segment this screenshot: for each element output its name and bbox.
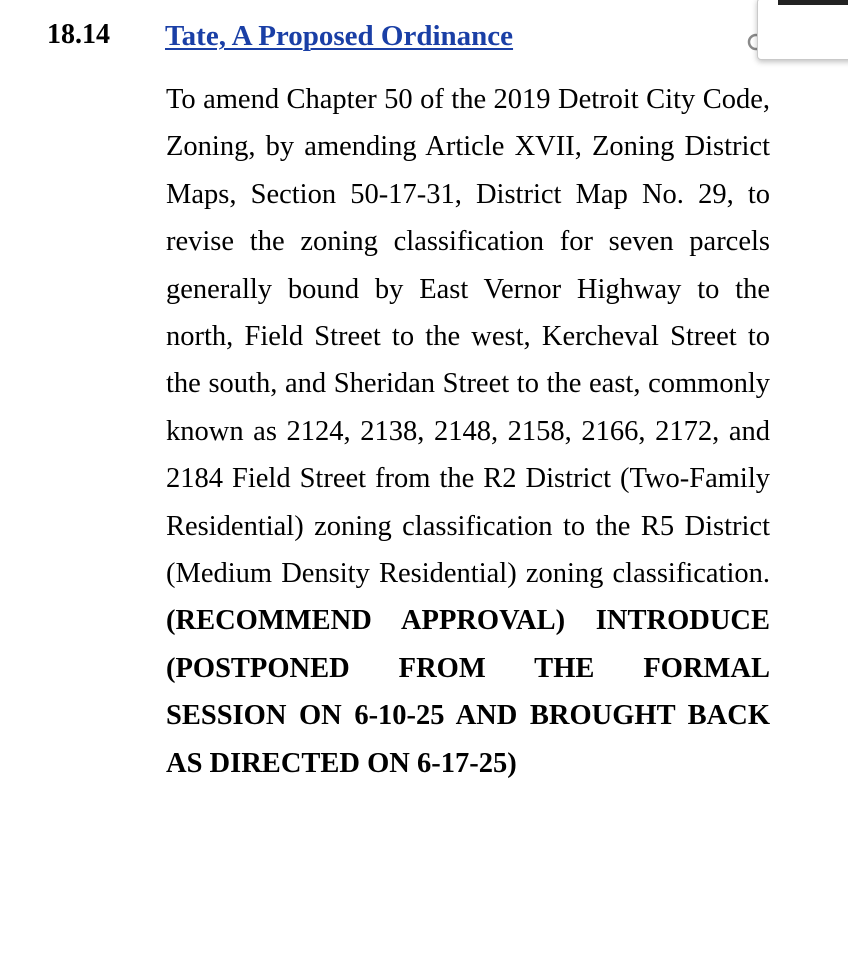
overlay-panel[interactable] [757,0,848,60]
item-number: 18.14 [47,19,110,50]
item-body [166,76,770,787]
item-action: (RECOMMEND APPROVAL) INTRODUCE (POSTPONED FROM THE FORMAL SESSION ON 6-10-25 AND BROUGHT BACK AS DIRECTED ON 6-17-25) [166,605,770,779]
overlay-bar [778,0,848,5]
item-description: To amend Chapter 50 of the 2019 Detroit City Code, Zoning, by amending Article XVII, Zoning District Maps, Section 50-17-31, District Map No. 29, to revise the zoning classification for seven parcels generally bound by East Vernor Highway to the north, Field Street to the west, Kercheval Street to the south, and Sheridan Street to the east, commonly known as 2124, 2138, 2148, 2158, 2166, 2172, and 2184 Field Street from the R2 District (Two-Family Residential) zoning classification to the R5 District (Medium Density Residential) zoning classification. [166,84,770,590]
item-title-link[interactable]: Tate, A Proposed Ordinance [165,20,514,52]
